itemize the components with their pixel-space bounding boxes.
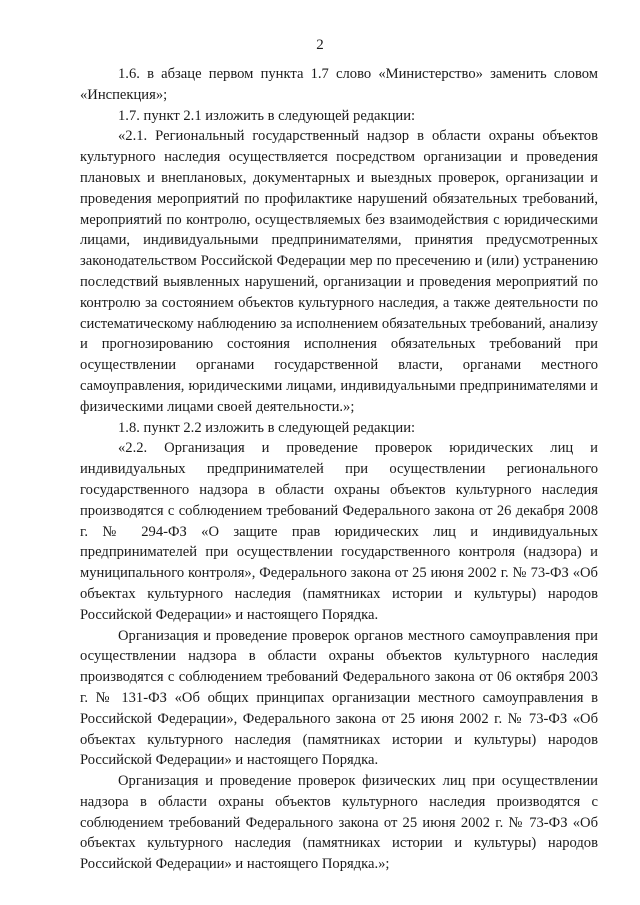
paragraph-2-1-text: «2.1. Региональный государственный надзор в области охраны объектов культурного наследия осуществляется посредством организации и проведения плановых и внеплановых, документарных и выездных проверок, организации и проведения мероприятий по профилактике нарушений обязательных требований, мероприятий по контролю, осуществляемых без взаимодействия с юридическими лицами, индивидуальными предпринимателями, принятия предусмотренных законодательством Российской Федерации мер по пресечению и (или) устранению последствий выявленных нарушений, организации и проведения мероприятий по контролю за состоянием объектов культурного наследия, а также деятельности по систематическому наблюдению за исполнением обязательных требований, анализу и прогнозированию состояния исполнения обязательных требований при осуществлении органами государственной власти, органами местного самоуправления, юридическими лицами, индивидуальными предпринимателями и физическими лицами своей деятельности.»; <box>80 128 598 415</box>
paragraph-local-government-inspections: Организация и проведение проверок органов местного самоуправления при осуществлении надзора в области охраны объектов культурного наследия производятся с соблюдением требований Федерального закона от 06 октября 2003 г. № 131-ФЗ «Об общих принципах организации местного самоуправления в Российской Федерации», Федерального закона от 25 июня 2002 г. № 73-ФЗ «Об объектах культурного наследия (памятниках истории и культуры) народов Российской Федерации» и настоящего Порядка. <box>80 627 598 769</box>
paragraph-2-2-text: «2.2. Организация и проведение проверок юридических лиц и индивидуальных предпринимателей при осуществлении регионального государственного надзора в области охраны объектов культурного наследия производятся с соблюдением требований Федерального закона от 26 декабря 2008 г. № 294-ФЗ «О защите прав юридических лиц и индивидуальных предпринимателей при осуществлении государственного контроля (надзора) и муниципального контроля», Федерального закона от 25 июня 2002 г. № 73-ФЗ «Об объектах культурного наследия (памятниках истории и культуры) народов Российской Федерации» и настоящего Порядка. <box>80 440 598 623</box>
page-number: 2 <box>316 37 324 53</box>
paragraph-1-8: 1.8. пункт 2.2 изложить в следующей редакции: <box>118 419 416 436</box>
document-body <box>80 64 598 875</box>
paragraph-1-7: 1.7. пункт 2.1 изложить в следующей редакции: <box>118 107 416 124</box>
paragraph-1-6: 1.6. в абзаце первом пункта 1.7 слово «Министерство» заменить словом «Инспекция»; <box>80 66 598 103</box>
paragraph-individual-inspections: Организация и проведение проверок физических лиц при осуществлении надзора в области охраны объектов культурного наследия производятся с соблюдением требований Федерального закона от 25 июня 2002 г. № 73-ФЗ «Об объектах культурного наследия (памятниках истории и культуры) народов Российской Федерации» и настоящего Порядка.»; <box>80 773 598 873</box>
